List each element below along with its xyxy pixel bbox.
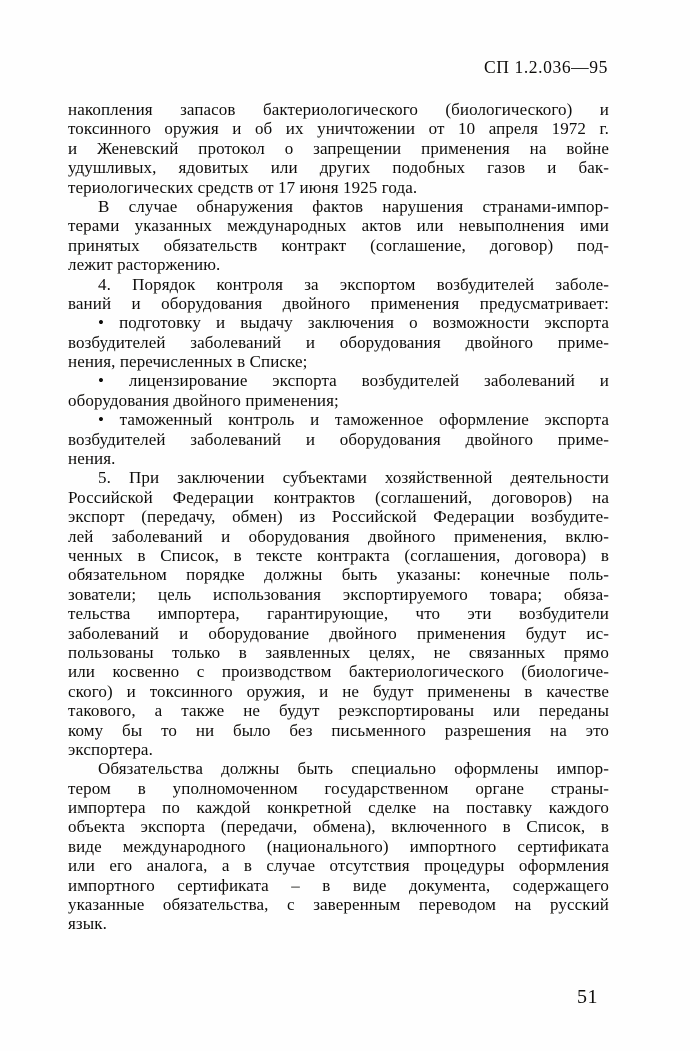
paragraph (68, 197, 609, 275)
text-line: оборудования двойного применения; (68, 390, 339, 410)
text-line: накопления запасов бактериологического (биологического) и (68, 100, 609, 119)
text-line: заболеваний и оборудование двойного применения будут ис- (68, 623, 609, 643)
text-line: зователи; цель использования экспортируемого товара; обяза- (68, 584, 609, 604)
text-line: виде международного (национального) импортного сертификата (68, 836, 609, 856)
text-line: или косвенно с производством бактериологического (биологиче- (68, 662, 609, 682)
text-line: ваний и оборудования двойного применения предусматривает: (68, 293, 609, 313)
text-line: В случае обнаружения фактов нарушения странами-импор- (98, 196, 609, 216)
text-line: Обязательства должны быть специально оформлены импор- (98, 759, 609, 779)
paragraph (68, 759, 609, 934)
text-line: Российской Федерации контрактов (соглашений, договоров) на (68, 487, 609, 507)
text-line: 4. Порядок контроля за экспортом возбудителей заболе- (98, 274, 609, 294)
text-line: токсинного оружия и об их уничтожении от 10 апреля 1972 г. (68, 119, 609, 139)
text-line: лей заболеваний и оборудования двойного применения, вклю- (68, 526, 609, 546)
text-line: принятых обязательств контракт (соглашение, договор) под- (68, 235, 609, 255)
text-line: такового, а также не будут реэкспортированы или переданы (68, 701, 609, 721)
text-line: нения. (68, 449, 116, 469)
paragraph (68, 410, 609, 468)
text-line: териологических средств от 17 июня 1925 года. (68, 177, 418, 197)
text-line: тельства импортера, гарантирующие, что эти возбудители (68, 604, 609, 624)
text-line: • подготовку и выдачу заключения о возможности экспорта (98, 313, 609, 333)
text-line: обязательном порядке должны быть указаны: конечные поль- (68, 565, 609, 585)
text-line: импортера по каждой конкретной сделке на поставку каждого (68, 798, 609, 818)
text-line: пользованы только в заявленных целях, не связанных прямо (68, 642, 609, 662)
paragraph (68, 275, 609, 314)
text-line: язык. (68, 914, 107, 934)
text-line: 5. При заключении субъектами хозяйственной деятельности (98, 468, 609, 488)
document-code-header: СП 1.2.036—95 (484, 57, 608, 77)
text-line: или его аналога, а в случае отсутствия процедуры оформления (68, 856, 609, 876)
page-number: 51 (577, 986, 598, 1008)
paragraph (68, 371, 609, 410)
text-line: объекта экспорта (передачи, обмена), включенного в Список, в (68, 817, 609, 837)
paragraph (68, 468, 609, 759)
text-line: • таможенный контроль и таможенное оформление экспорта (98, 410, 609, 430)
paragraph (68, 313, 609, 371)
text-line: тером в уполномоченном государственном органе страны- (68, 778, 609, 798)
text-line: • лицензирование экспорта возбудителей заболеваний и (98, 371, 609, 391)
text-line: терами указанных международных актов или невыполнения ими (68, 216, 609, 236)
text-line: импортного сертификата – в виде документа, содержащего (68, 875, 609, 895)
paragraph (68, 100, 609, 197)
document-body (68, 100, 609, 934)
text-line: экспортера. (68, 739, 153, 759)
text-line: возбудителей заболеваний и оборудования двойного приме- (68, 429, 609, 449)
text-line: кому бы то ни было без письменного разрешения на это (68, 720, 609, 740)
text-line: удушливых, ядовитых или других подобных газов и бак- (68, 158, 609, 178)
text-line: ченных в Список, в тексте контракта (соглашения, договора) в (68, 545, 609, 565)
text-line: ского) и токсинного оружия, и не будут применены в качестве (68, 681, 609, 701)
text-line: экспорт (передачу, обмен) из Российской Федерации возбудите- (68, 507, 609, 527)
text-line: нения, перечисленных в Списке; (68, 352, 308, 372)
text-line: указанные обязательства, с заверенным переводом на русский (68, 895, 609, 915)
text-line: и Женевский протокол о запрещении применения на войне (68, 138, 609, 158)
text-line: лежит расторжению. (68, 255, 221, 275)
text-line: возбудителей заболеваний и оборудования двойного приме- (68, 332, 609, 352)
